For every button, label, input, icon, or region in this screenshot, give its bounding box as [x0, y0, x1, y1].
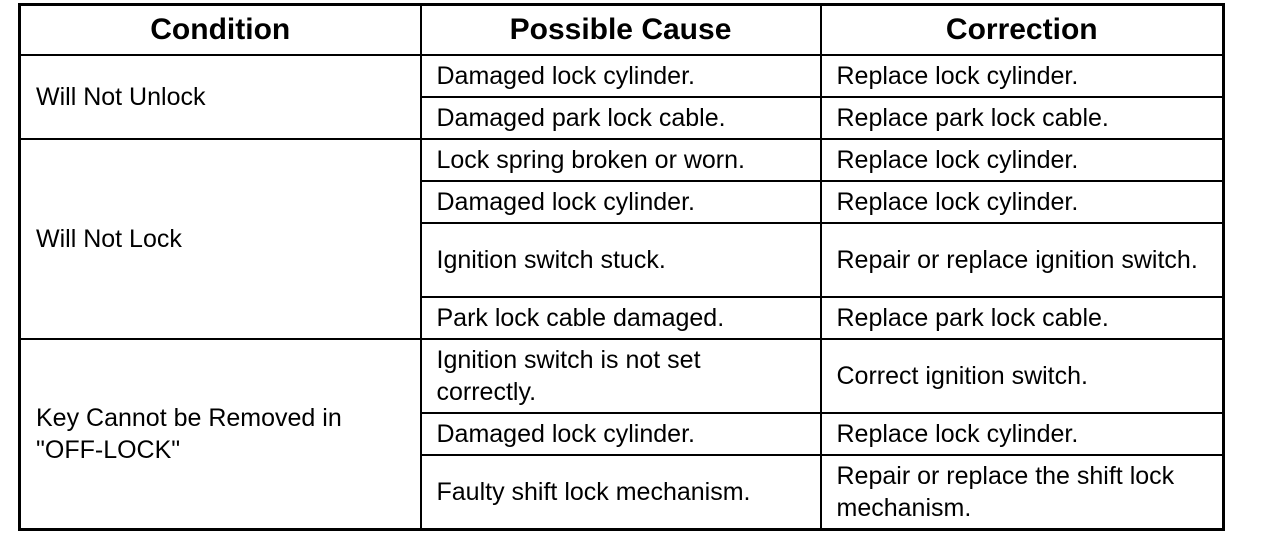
header-row — [20, 5, 1224, 56]
cause-cell: Lock spring broken or worn. — [421, 139, 821, 181]
cause-cell: Damaged lock cylinder. — [421, 55, 821, 97]
correction-cell: Replace park lock cable. — [821, 297, 1224, 339]
cause-cell: Ignition switch is not set correctly. — [421, 339, 821, 413]
correction-cell: Replace lock cylinder. — [821, 139, 1224, 181]
header-correction: Correction — [821, 5, 1224, 56]
cause-cell: Ignition switch stuck. — [421, 223, 821, 297]
table-row — [20, 139, 1224, 181]
correction-cell: Repair or replace ignition switch. — [821, 223, 1224, 297]
cause-cell: Damaged lock cylinder. — [421, 413, 821, 455]
condition-cell: Key Cannot be Removed in "OFF-LOCK" — [20, 339, 421, 530]
condition-cell: Will Not Lock — [20, 139, 421, 339]
correction-cell: Replace lock cylinder. — [821, 413, 1224, 455]
condition-cell: Will Not Unlock — [20, 55, 421, 139]
cause-cell: Damaged park lock cable. — [421, 97, 821, 139]
header-possible-cause: Possible Cause — [421, 5, 821, 56]
correction-cell: Replace lock cylinder. — [821, 181, 1224, 223]
header-condition: Condition — [20, 5, 421, 56]
cause-cell: Damaged lock cylinder. — [421, 181, 821, 223]
cause-cell: Faulty shift lock mechanism. — [421, 455, 821, 530]
cause-cell: Park lock cable damaged. — [421, 297, 821, 339]
diagnosis-table — [18, 3, 1225, 531]
correction-cell: Replace lock cylinder. — [821, 55, 1224, 97]
correction-cell: Correct ignition switch. — [821, 339, 1224, 413]
table-row — [20, 339, 1224, 413]
table-row — [20, 55, 1224, 97]
correction-cell: Replace park lock cable. — [821, 97, 1224, 139]
correction-cell: Repair or replace the shift lock mechanism. — [821, 455, 1224, 530]
